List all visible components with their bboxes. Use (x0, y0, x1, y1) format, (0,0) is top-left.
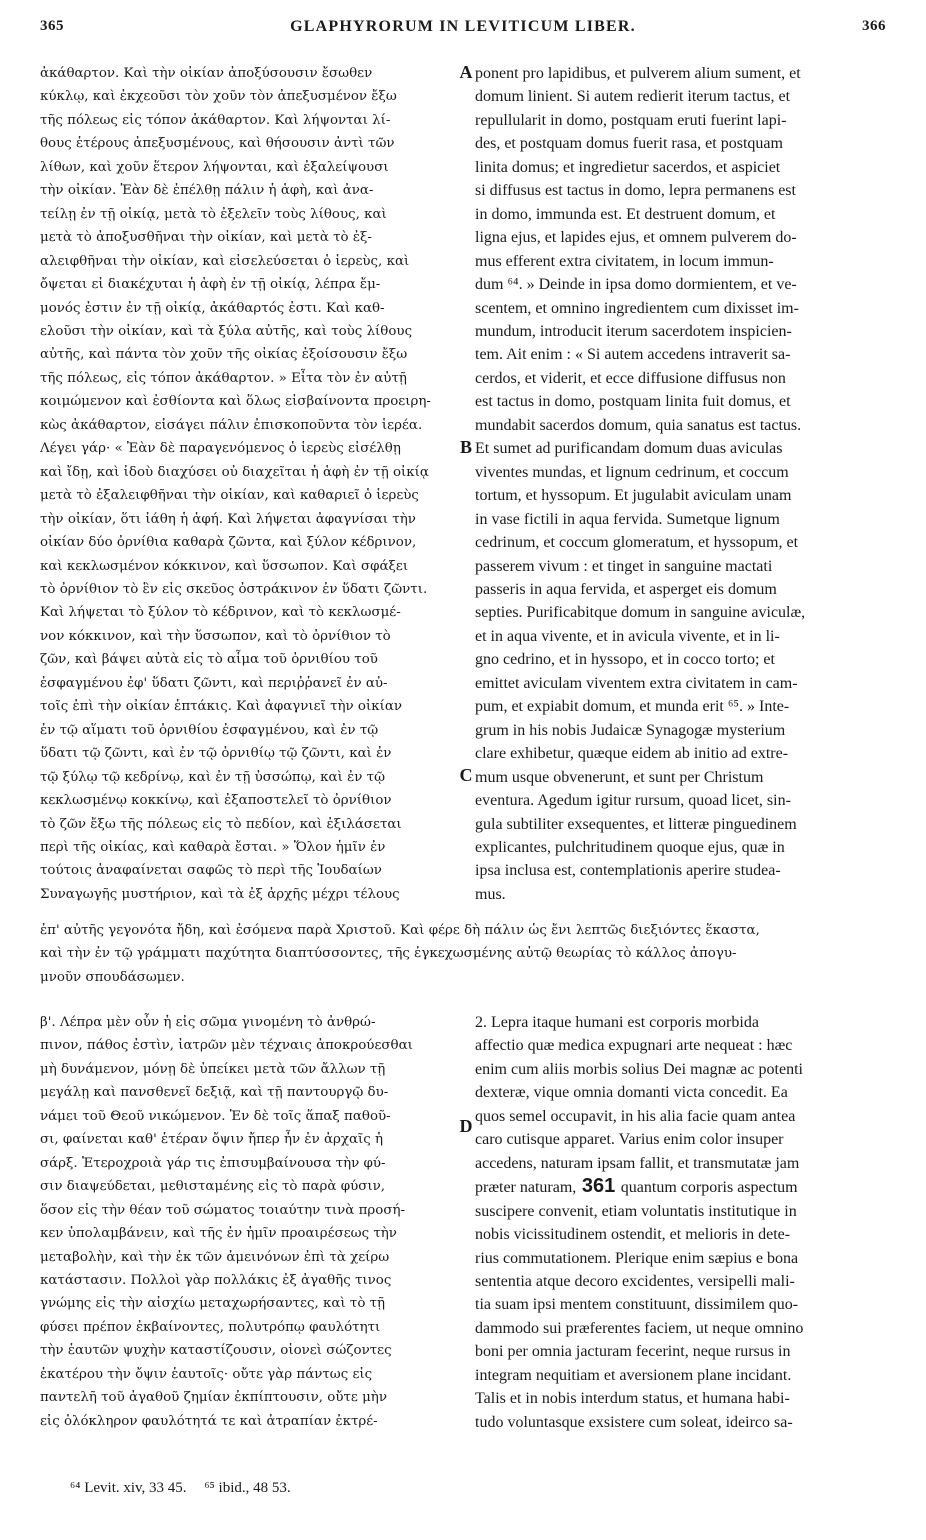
text-line: κατάστασιν. Πολλοὶ γὰρ πολλάκις ἐξ ἀγαθῆς τινος (40, 1272, 392, 1288)
text-line: tortum, et hyssopum. Et jugulabit aviculam unam (475, 487, 792, 505)
text-line: κεκλωσμένῳ κοκκίνῳ, καὶ ἐξαποστελεῖ τὸ ὀρνίθιον (40, 793, 392, 809)
text-line: dexteræ, vique omnia domanti victa concedit. Ea (475, 1084, 788, 1102)
text-line: est tactus in domo, postquam linita fuit domus, et (475, 393, 791, 411)
text-line: emittet aviculam viventem extra civitatem in cam- (475, 674, 798, 692)
text-line: μετὰ τὸ ἐξαλειφθῆναι τὴν οἰκίαν, καὶ καθαριεῖ ὁ ἱερεὺς (40, 488, 419, 504)
text-line: αλειφθῆναι τὴν οἰκίαν, καὶ εἰσελεύσεται ὁ ἱερεὺς, καὶ (40, 253, 410, 269)
latin-column-top (475, 62, 887, 906)
latin-column-bottom (475, 1011, 887, 1434)
text-line: νάμει τοῦ Θεοῦ νικώμενον. Ἐν δὲ τοῖς ἅπαξ παθοῦ- (40, 1108, 391, 1124)
text-line: et in aqua vivente, et in avicula vivente, et in li- (475, 627, 780, 645)
text-line: ὕδατι τῷ ζῶντι, καὶ ἐν τῷ ὀρνιθίῳ τῷ ζῶντι, καὶ ἐν (40, 746, 392, 762)
footnote-65: ⁶⁵ ibid., 48 53. (204, 1480, 291, 1496)
text-line: σιν διαψεύδεται, μεθισταμένης εἰς τὸ παρὰ φύσιν, (40, 1179, 386, 1195)
text-line: τοῖς ἐπὶ τὴν οἰκίαν ἑπτάκις. Καὶ ἀφαγνιεῖ τὴν οἰκίαν (40, 699, 403, 715)
page-number-left: 365 (40, 18, 64, 34)
page-number-right: 366 (862, 18, 886, 34)
footnotes (70, 1480, 305, 1497)
text-line: linita domus; et ingredietur sacerdos, et aspiciet (475, 158, 781, 176)
text-line: enim cum aliis morbis solius Dei magnæ ac potenti (475, 1060, 803, 1078)
text-line: pum, et expiabit domum, et munda erit ⁶⁵. » Inte- (475, 698, 790, 716)
text-line: rius commutationem. Plerique enim sæpius e bona (475, 1249, 799, 1267)
section-marker-d: D (459, 1116, 473, 1136)
text-line: μνοῦν σπουδάσωμεν. (40, 969, 185, 985)
text-line: tem. Ait enim : « Si autem accedens intraverit sa- (475, 346, 791, 364)
text-line: Λέγει γάρ· « Ἐὰν δὲ παραγενόμενος ὁ ἱερεὺς εἰσέλθῃ (40, 441, 401, 457)
text-line: mundum, introducit iterum sacerdotem inspicien- (475, 322, 792, 340)
text-line: passerem vivum : et tinget in sanguine mactati (475, 557, 773, 575)
text-line: gno cedrino, et in hyssopo, et in cocco torto; et (475, 651, 775, 669)
text-line: grum in his nobis Judaicæ Synagogæ mysterium (475, 721, 786, 739)
text-line: οἰκίαν δύο ὀρνίθια καθαρὰ ζῶντα, καὶ ξύλον κέδρινον, (40, 535, 417, 551)
text-line: clare exhibetur, quæque eidem ab initio ad extre- (475, 745, 789, 763)
text-line: τὴν οἰκίαν. Ἐὰν δὲ ἐπέλθῃ πάλιν ἡ ἁφὴ, καὶ ἀνα- (40, 183, 374, 199)
text-line: in domo, immunda est. Et destruent domum, et (475, 205, 776, 223)
text-line: accedens, naturam ipsam fallit, et transmutatæ jam (475, 1154, 800, 1172)
text-line: ελοῦσι τὴν οἰκίαν, καὶ τὰ ξύλα αὐτῆς, καὶ τοὺς λίθους (40, 323, 413, 339)
text-line: ἐσφαγμένου ἐφ' ὕδατι ζῶντι, καὶ περιῤῥανεῖ ἐν αὐ- (40, 675, 388, 691)
text-line: dammodo sui præferentes faciem, ut neque omnino (475, 1319, 804, 1337)
text-line: μονός ἐστιν ἐν τῇ οἰκίᾳ, ἀκάθαρτός ἐστι. Καὶ καθ- (40, 300, 385, 316)
text-line: σάρξ. Ἑτεροχροιὰ γάρ τις ἐπισυμβαίνουσα τὴν φύ- (40, 1155, 386, 1171)
text-line: quos semel occupavit, in his alia facie quam antea (475, 1107, 796, 1125)
text-line: τῆς πόλεως, εἰς τόπον ἀκάθαρτον. » Εἶτα τὸν ἐν αὐτῇ (40, 370, 407, 386)
text-line: φύσει πρέπον ἐκβαίνοντες, πολυτρόπῳ φαυλότητι (40, 1319, 381, 1335)
text-line: boni per omnia jacturam fecerint, neque rursus in (475, 1343, 791, 1361)
text-line: integram nequitiam et aversionem plane incidant. (475, 1366, 792, 1384)
text-line: ζῶν, καὶ βάψει αὐτὰ εἰς τὸ αἷμα τοῦ ὀρνιθίου τοῦ (40, 652, 378, 668)
text-line: ἀκάθαρτον. Καὶ τὴν οἰκίαν ἀποξύσουσιν ἔσωθεν (40, 66, 373, 81)
text-line: θους ἑτέρους ἀπεξυσμένους, καὶ θήσουσιν ἀντὶ τῶν (40, 136, 395, 152)
text-line: β'. Λέπρα μὲν οὖν ἡ εἰς σῶμα γινομένη τὸ ἀνθρώ- (40, 1015, 376, 1030)
text-line: τὴν οἰκίαν, ὅτι ἰάθη ἡ ἁφή. Καὶ λήψεται ἀφαγνίσαι τὴν (40, 511, 416, 527)
text-line: repullularit in domo, postquam eruti fuerint lapi- (475, 111, 787, 129)
section-marker-a: A (459, 62, 473, 82)
footnote-64: ⁶⁴ Levit. xiv, 33 45. (70, 1480, 187, 1496)
text-line: viventes mundas, et lignum cedrinum, et coccum (475, 463, 789, 481)
margin-page-number: 361 (576, 1175, 621, 1198)
greek-column-bottom (40, 1011, 458, 1433)
text-line: λίθων, καὶ χοῦν ἕτερον λήψονται, καὶ ἐξαλείψουσι (40, 159, 389, 175)
text-line: ipsa inclusa est, contemplationis aperire studea- (475, 862, 781, 880)
text-line: ἐν τῷ αἵματι τοῦ ὀρνιθίου ἐσφαγμένου, καὶ ἐν τῷ (40, 722, 379, 738)
text-line: dum ⁶⁴. » Deinde in ipsa domo dormientem, et ve- (475, 276, 797, 294)
text-line: des, et postquam domus fuerit rasa, et postquam (475, 135, 783, 153)
text-line: tudo voluntasque exsistere cum soleat, ideirco sa- (475, 1413, 793, 1431)
text-line: πινον, πάθος ἐστὶν, ἰατρῶν μὲν τέχναις ἀποκρούεσθαι (40, 1038, 413, 1054)
text-line: nobis vicissitudinem ostendit, et melioris in dete- (475, 1226, 791, 1244)
text-line: κύκλῳ, καὶ ἐκχεοῦσι τὸν χοῦν τὸν ἀπεξυσμένον ἔξω (40, 89, 397, 105)
page-header (40, 18, 886, 46)
text-line: κεν ὑπολαμβάνειν, καὶ τῆς ἐν ἡμῖν προαιρέσεως τὴν (40, 1226, 397, 1242)
greek-column-top (40, 62, 458, 906)
text-line: Talis et in nobis interdum status, et humana habi- (475, 1390, 790, 1408)
text-line: εἰς ὁλόκληρον φαυλότητά τε καὶ ἀτραπίαν ἐκτρέ- (40, 1413, 378, 1429)
text-line: περὶ τῆς οἰκίας, καὶ καθαρὰ ἔσται. » Ὅλον ἡμῖν ἐν (40, 839, 386, 855)
text-line: mundabit sacerdos domum, quia sanatus est tactus. (475, 416, 802, 434)
text-line: τὴν ἑαυτῶν ψυχὴν καταστίζουσιν, οἱονεὶ σώζοντες (40, 1343, 392, 1359)
text-line: καὶ τὴν ἐν τῷ γράμματι παχύτητα διαπτύσσοντες, τῆς ἐγκεχωσμένης αὐτῷ θεωρίας τὸ κάλλος ἀπογυ- (40, 946, 737, 962)
text-line: καὶ ἴδῃ, καὶ ἰδοὺ διαχύσει οὐ διαχεῖται ἡ ἁφὴ ἐν τῇ οἰκίᾳ (40, 464, 429, 480)
text-line: σι, φαίνεται καθ' ἑτέραν ὄψιν ἤπερ ἦν ἐν ἀρχαῖς ἡ (40, 1132, 384, 1148)
text-line: sententia atque decoro excidentes, versipelli mali- (475, 1272, 795, 1290)
text-line: ἑκατέρου τὴν ὄψιν ἑαυτοῖς· οὔτε γὰρ πάντως εἰς (40, 1366, 373, 1382)
text-line: τείλῃ ἐν τῇ οἰκίᾳ, μετὰ τὸ ἐξελεῖν τοὺς λίθους, καὶ (40, 206, 387, 222)
text-line: affectio quæ medica expugnari arte nequeat : hæc (475, 1037, 793, 1055)
text-line: mus efferent extra civitatem, in locum immun- (475, 252, 774, 270)
text-line: 2. Lepra itaque humani est corporis morbida (475, 1014, 759, 1031)
text-line: μετὰ τὸ ἀποξυσθῆναι τὴν οἰκίαν, καὶ μετὰ τὸ ἐξ- (40, 230, 372, 246)
text-line: Συναγωγῆς μυστήριον, καὶ τὰ ἐξ ἀρχῆς μέχρι τέλους (40, 886, 400, 902)
text-line: in vase fictili in aqua fervida. Sumetque lignum (475, 510, 780, 528)
text-line: ἐπ' αὐτῆς γεγονότα ἤδη, καὶ ἐσόμενα παρὰ Χριστοῦ. Καὶ φέρε δὴ πάλιν ὡς ἔνι λεπτῶς διεξιόντες ἕκαστα, (40, 923, 760, 938)
text-line: τῆς πόλεως εἰς τόπον ἀκάθαρτον. Καὶ λήψονται λί- (40, 112, 391, 128)
text-line: τὸ ζῶν ἔξω τῆς πόλεως εἰς τὸ πεδίον, καὶ ἐξιλάσεται (40, 816, 402, 832)
text-line: domum linient. Si autem redierit iterum tactus, et (475, 88, 791, 106)
text-line: mum usque obvenerunt, et sunt per Christum (475, 768, 764, 786)
text-line: Et sumet ad purificandam domum duas aviculas (475, 440, 783, 458)
text-line: ὅσον εἰς τὴν θέαν τοῦ σώματος τοιαύτην τινὰ προσή- (40, 1202, 406, 1218)
text-line: ὄψεται εἰ διακέχυται ἡ ἁφὴ ἐν τῇ οἰκίᾳ, λέπρα ἔμ- (40, 277, 381, 293)
text-line: ligna ejus, et lapides ejus, et omnem pulverem do- (475, 229, 797, 247)
section-marker-c: C (459, 765, 473, 785)
text-line: eventura. Agedum igitur rursum, quoad licet, sin- (475, 792, 791, 810)
text-line: παντελῆ τοῦ ἀγαθοῦ ζημίαν ἐκπίπτουσιν, οὔτε μὴν (40, 1390, 387, 1406)
text-line: καὶ κεκλωσμένον κόκκινον, καὶ ὕσσωπον. Καὶ σφάξει (40, 558, 409, 574)
text-line: μεταβολὴν, καὶ τὴν ἐκ τῶν ἀμεινόνων ἐπὶ τὰ χείρω (40, 1249, 390, 1265)
text-line: tia suam ipsi mentem constituunt, dissimilem quo- (475, 1296, 799, 1314)
text-line: Καὶ λήψεται τὸ ξύλον τὸ κέδρινον, καὶ τὸ κεκλωσμέ- (40, 605, 401, 621)
text-line: νον κόκκινον, καὶ τὴν ὕσσωπον, καὶ τὸ ὀρνίθιον τὸ (40, 628, 391, 644)
text-line: τούτοις ἀναφαίνεται σαφῶς τὸ περὶ τῆς Ἰουδαίων (40, 863, 382, 879)
text-line: ponent pro lapidibus, et pulverem alium sument, et (475, 65, 801, 82)
text-line: γνώμης εἰς τὴν αἰσχίω μεταχωρήσαντες, καὶ τὸ τῇ (40, 1296, 386, 1312)
greek-full-width-text (40, 919, 890, 989)
text-line: passeris in aqua fervida, et asperget eis domum (475, 580, 777, 598)
text-line: septies. Purificabitque domum in sanguine aviculæ, (475, 604, 806, 622)
text-line: si diffusus est tactus in domo, lepra permanens est (475, 182, 796, 200)
text-line: τῷ ξύλῳ τῷ κεδρίνῳ, καὶ ἐν τῇ ὑσσώπῳ, καὶ ἐν τῷ (40, 769, 385, 785)
text-line: scentem, et omnino ingredientem cum dixisset im- (475, 299, 799, 317)
text-line: suscipere convenit, etiam voluntatis institutique in (475, 1202, 797, 1220)
text-line: κοιμώμενον καὶ ἐσθίοντα καὶ ὅλως εἰσβαίνοντα προειρη- (40, 394, 431, 410)
text-line: μεγάλῃ καὶ πανσθενεῖ δεξιᾷ, καὶ τῇ παντουργῷ δυ- (40, 1085, 389, 1101)
text-line: τὸ ὀρνίθιον τὸ ἓν εἰς σκεῦος ὀστράκινον ἐν ὕδατι ζῶντι. (40, 581, 428, 597)
text-line: αὐτῆς, καὶ πάντα τὸν χοῦν τῆς οἰκίας ἐξοίσουσιν ἔξω (40, 347, 408, 363)
text-line: caro cutisque apparet. Varius enim color insuper (475, 1131, 784, 1149)
text-line: explicantes, pulchritudinem quoque ejus, quæ in (475, 838, 785, 856)
text-line: cerdos, et viderit, et ecce diffusione diffusus non (475, 369, 786, 387)
text-line: præter naturam, 361 quantum corporis aspectum (475, 1175, 798, 1198)
text-line: gula subtiliter exsequentes, et litteræ pinguedinem (475, 815, 797, 833)
running-title: GLAPHYRORUM IN LEVITICUM LIBER. (290, 18, 636, 35)
text-line: κὼς ἀκάθαρτον, εἰσάγει πάλιν ἐπισκοποῦντα τὸν ἱερέα. (40, 417, 423, 433)
section-marker-b: B (459, 437, 472, 457)
text-line: μὴ δυνάμενον, μόνῃ δὲ ὑπείκει μετὰ τῶν ἄλλων τῇ (40, 1061, 386, 1077)
text-line: cedrinum, et coccum glomeratum, et hyssopum, et (475, 534, 799, 552)
text-line: mus. (475, 885, 506, 903)
